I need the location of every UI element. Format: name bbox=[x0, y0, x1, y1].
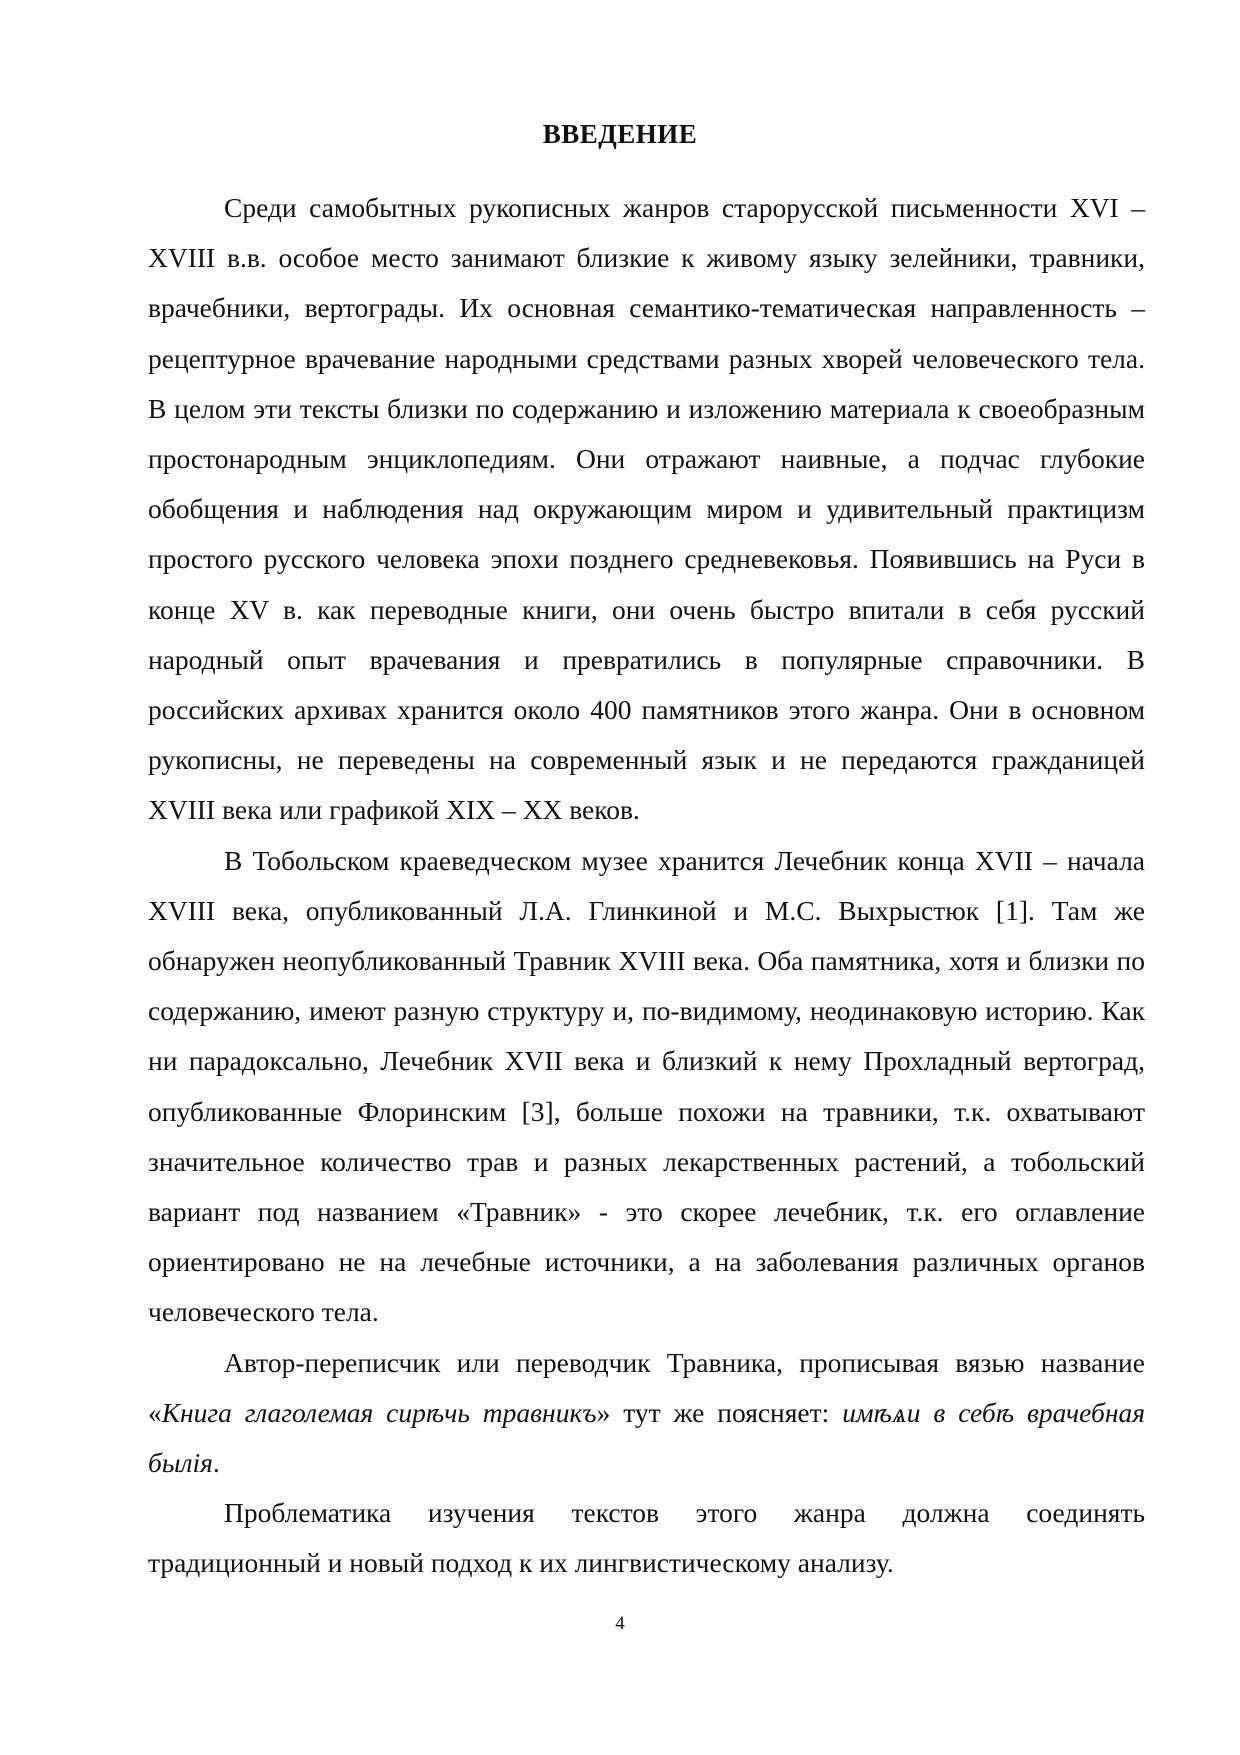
page-number: 4 bbox=[615, 1613, 625, 1634]
paragraph-author-text-2: » тут же поясняет: bbox=[596, 1396, 843, 1428]
paragraph-intro: Среди самобытных рукописных жанров старорусской письменности XVI – XVIII в.в. особое место занимают близкие к живому языку зелейники, травники, врачебники, вертограды. Их основная семантико-тематическая направленность – рецептурное врачевание народными средствами разных хворей человеческого тела. В целом эти тексты близки по содержанию и изложению материала к своеобразным простонародным энциклопедиям. Они отражают наивные, а подчас глубокие обобщения и наблюдения над окружающим миром и удивительный практицизм простого русского человека эпохи позднего средневековья. Появившись на Руси в конце XV в. как переводные книги, они очень быстро впитали в себя русский народный опыт врачевания и превратились в популярные справочники. В российских архивах хранится около 400 памятников этого жанра. Они в основном рукописны, не переведены на современный язык и не передаются гражданицей XVIII века или графикой XIX – XX веков. bbox=[148, 192, 1145, 826]
explanation-quote: имѣѧи в себѣ врачебная былія bbox=[148, 1396, 1145, 1479]
document-body bbox=[148, 183, 1145, 1589]
paragraph-problem: Проблематика изучения текстов этого жанра должна соединять традиционный и новый подход к их лингвистическому анализу. bbox=[148, 1497, 1145, 1579]
section-title: ВВЕДЕНИЕ bbox=[542, 119, 698, 149]
paragraph-author bbox=[148, 1338, 1145, 1489]
paragraph-author-text-3: . bbox=[212, 1447, 220, 1479]
book-title-quote: Книга глаголемая сирѣчь травникъ bbox=[161, 1396, 597, 1428]
paragraph-author-text-1: Автор-переписчик или переводчик Травника, прописывая вязью название « bbox=[148, 1346, 1145, 1428]
paragraph-tobolsk: В Тобольском краеведческом музее хранится Лечебник конца XVII – начала XVIII века, опубликованный Л.А. Глинкиной и М.С. Выхрыстюк [1]. Там же обнаружен неопубликованный Травник XVIII века. Оба памятника, хотя и близки по содержанию, имеют разную структуру и, по-видимому, неодинаковую историю. Как ни парадоксально, Лечебник XVII века и близкий к нему Прохладный вертоград, опубликованные Флоринским [3], больше похожи на травники, т.к. охватывают значительное количество трав и разных лекарственных растений, а тобольский вариант под названием «Травник» - это скорее лечебник, т.к. его оглавление ориентировано не на лечебные источники, а на заболевания различных органов человеческого тела. bbox=[148, 844, 1145, 1328]
